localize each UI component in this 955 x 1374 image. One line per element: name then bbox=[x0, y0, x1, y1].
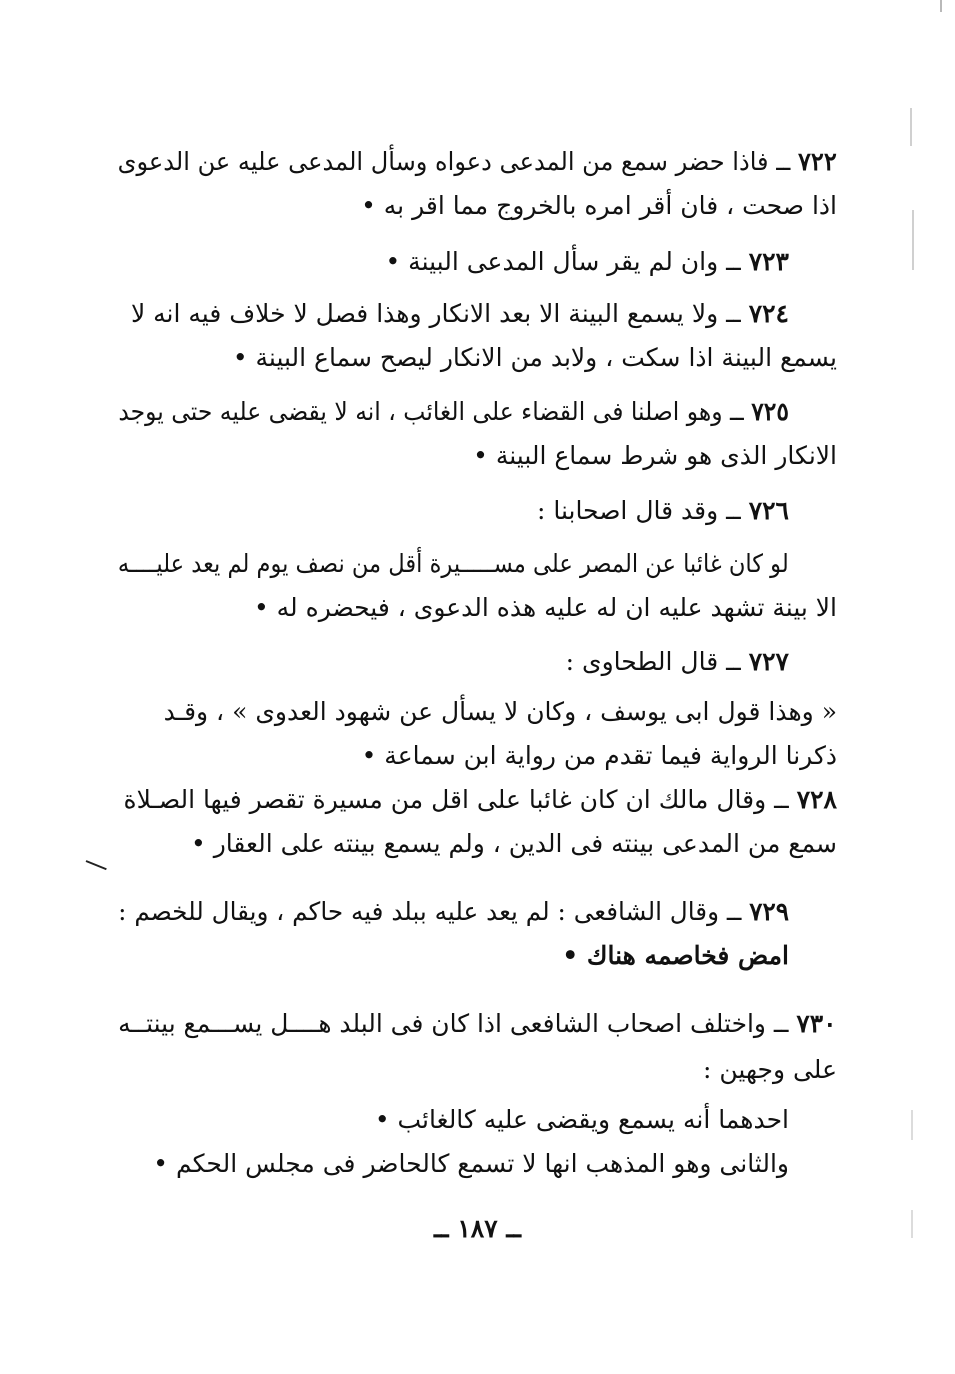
item-number: ٧٢٣ bbox=[748, 247, 789, 276]
page-number: ــ ١٨٧ ــ bbox=[433, 1214, 521, 1243]
margin-mark bbox=[912, 210, 914, 270]
paragraph-730-line-1 bbox=[119, 1000, 837, 1047]
paragraph-722-line-1 bbox=[118, 138, 837, 185]
quote-726-line-2: الا بينة تشهد عليه ان له عليه هذه الدعوى ، فيحضره له • bbox=[253, 593, 837, 622]
option-1: احدهما أنه يسمع ويقضى عليه كالغائب • bbox=[374, 1105, 789, 1134]
item-number: ٧٢٩ bbox=[749, 897, 789, 926]
margin-mark bbox=[910, 108, 912, 146]
paragraph-text: ــ واختلف اصحاب الشافعى اذا كان فى البلد هــــل يســـمع بينتــه bbox=[118, 1009, 789, 1038]
item-number: ٧٣٠ bbox=[796, 1009, 837, 1038]
item-number: ٧٢٦ bbox=[748, 496, 789, 525]
paragraph-text: ــ وقد قال اصحابنا : bbox=[536, 496, 741, 525]
paragraph-724-line-2: يسمع البينة اذا سكت ، ولابد من الانكار ليصح سماع البينة • bbox=[232, 343, 837, 372]
paragraph-726 bbox=[537, 487, 789, 534]
margin-mark bbox=[911, 1110, 913, 1140]
paragraph-728-line-1 bbox=[124, 776, 837, 823]
item-number: ٧٢٨ bbox=[796, 785, 837, 814]
item-number: ٧٢٥ bbox=[751, 397, 789, 426]
paragraph-723 bbox=[385, 238, 789, 285]
paragraph-text: ــ وان لم يقر سأل المدعى البينة • bbox=[385, 247, 741, 276]
paragraph-727 bbox=[566, 638, 789, 685]
paragraph-730-line-2: على وجهين : bbox=[703, 1055, 837, 1084]
paragraph-728-line-2: سمع من المدعى بينته فى الدين ، ولم يسمع بينته على العقار • bbox=[191, 829, 837, 858]
paragraph-text: ــ وهو اصلنا فى القضاء على الغائب ، انه لا يقضى عليه حتى يوجد bbox=[118, 397, 744, 426]
quote-727-line-1: « وهذا قول ابى يوسف ، وكان لا يسأل عن شهود العدوى » ، وقـد bbox=[163, 697, 837, 726]
paragraph-724-line-1 bbox=[131, 290, 789, 337]
quote-727-line-2: ذكرنا الرواية فيما تقدم من رواية ابن سماعة • bbox=[361, 741, 837, 770]
option-2: والثانى وهو المذهب انها لا تسمع كالحاضر فى مجلس الحكم • bbox=[153, 1149, 789, 1178]
paragraph-729-line-1 bbox=[118, 888, 789, 935]
paragraph-text: ــ فاذا حضر سمع من المدعى دعواه وسأل المدعى عليه عن الدعوى bbox=[117, 147, 791, 176]
paragraph-725-line-2: الانكار الذى هو شرط سماع البينة • bbox=[473, 441, 837, 470]
quote-726-line-1: لو كان غائبا عن المصر على مســـــيرة أقل من نصف يوم لم يعد عليــــه bbox=[118, 549, 789, 578]
paragraph-722-line-2: اذا صحت ، فان أقر امره بالخروج مما اقر به • bbox=[361, 191, 837, 220]
paragraph-text: ــ وقال مالك ان كان غائبا على اقل من مسيرة تقصر فيها الصـلاة bbox=[123, 785, 789, 814]
paragraph-725-line-1 bbox=[118, 388, 789, 435]
paragraph-text: ــ ولا يسمع البينة الا بعد الانكار وهذا فصل لا خلاف فيه انه لا bbox=[130, 299, 741, 328]
paragraph-729-line-2: امض فخاصمه هناك • bbox=[562, 941, 789, 970]
margin-mark bbox=[940, 0, 942, 12]
item-number: ٧٢٢ bbox=[798, 147, 837, 176]
item-number: ٧٢٤ bbox=[748, 299, 789, 328]
paragraph-text: ــ وقال الشافعى : لم يعد عليه ببلد فيه حاكم ، ويقال للخصم : bbox=[118, 897, 742, 926]
paragraph-text: ــ قال الطحاوى : bbox=[565, 647, 741, 676]
margin-stroke bbox=[86, 860, 107, 870]
item-number: ٧٢٧ bbox=[748, 647, 789, 676]
